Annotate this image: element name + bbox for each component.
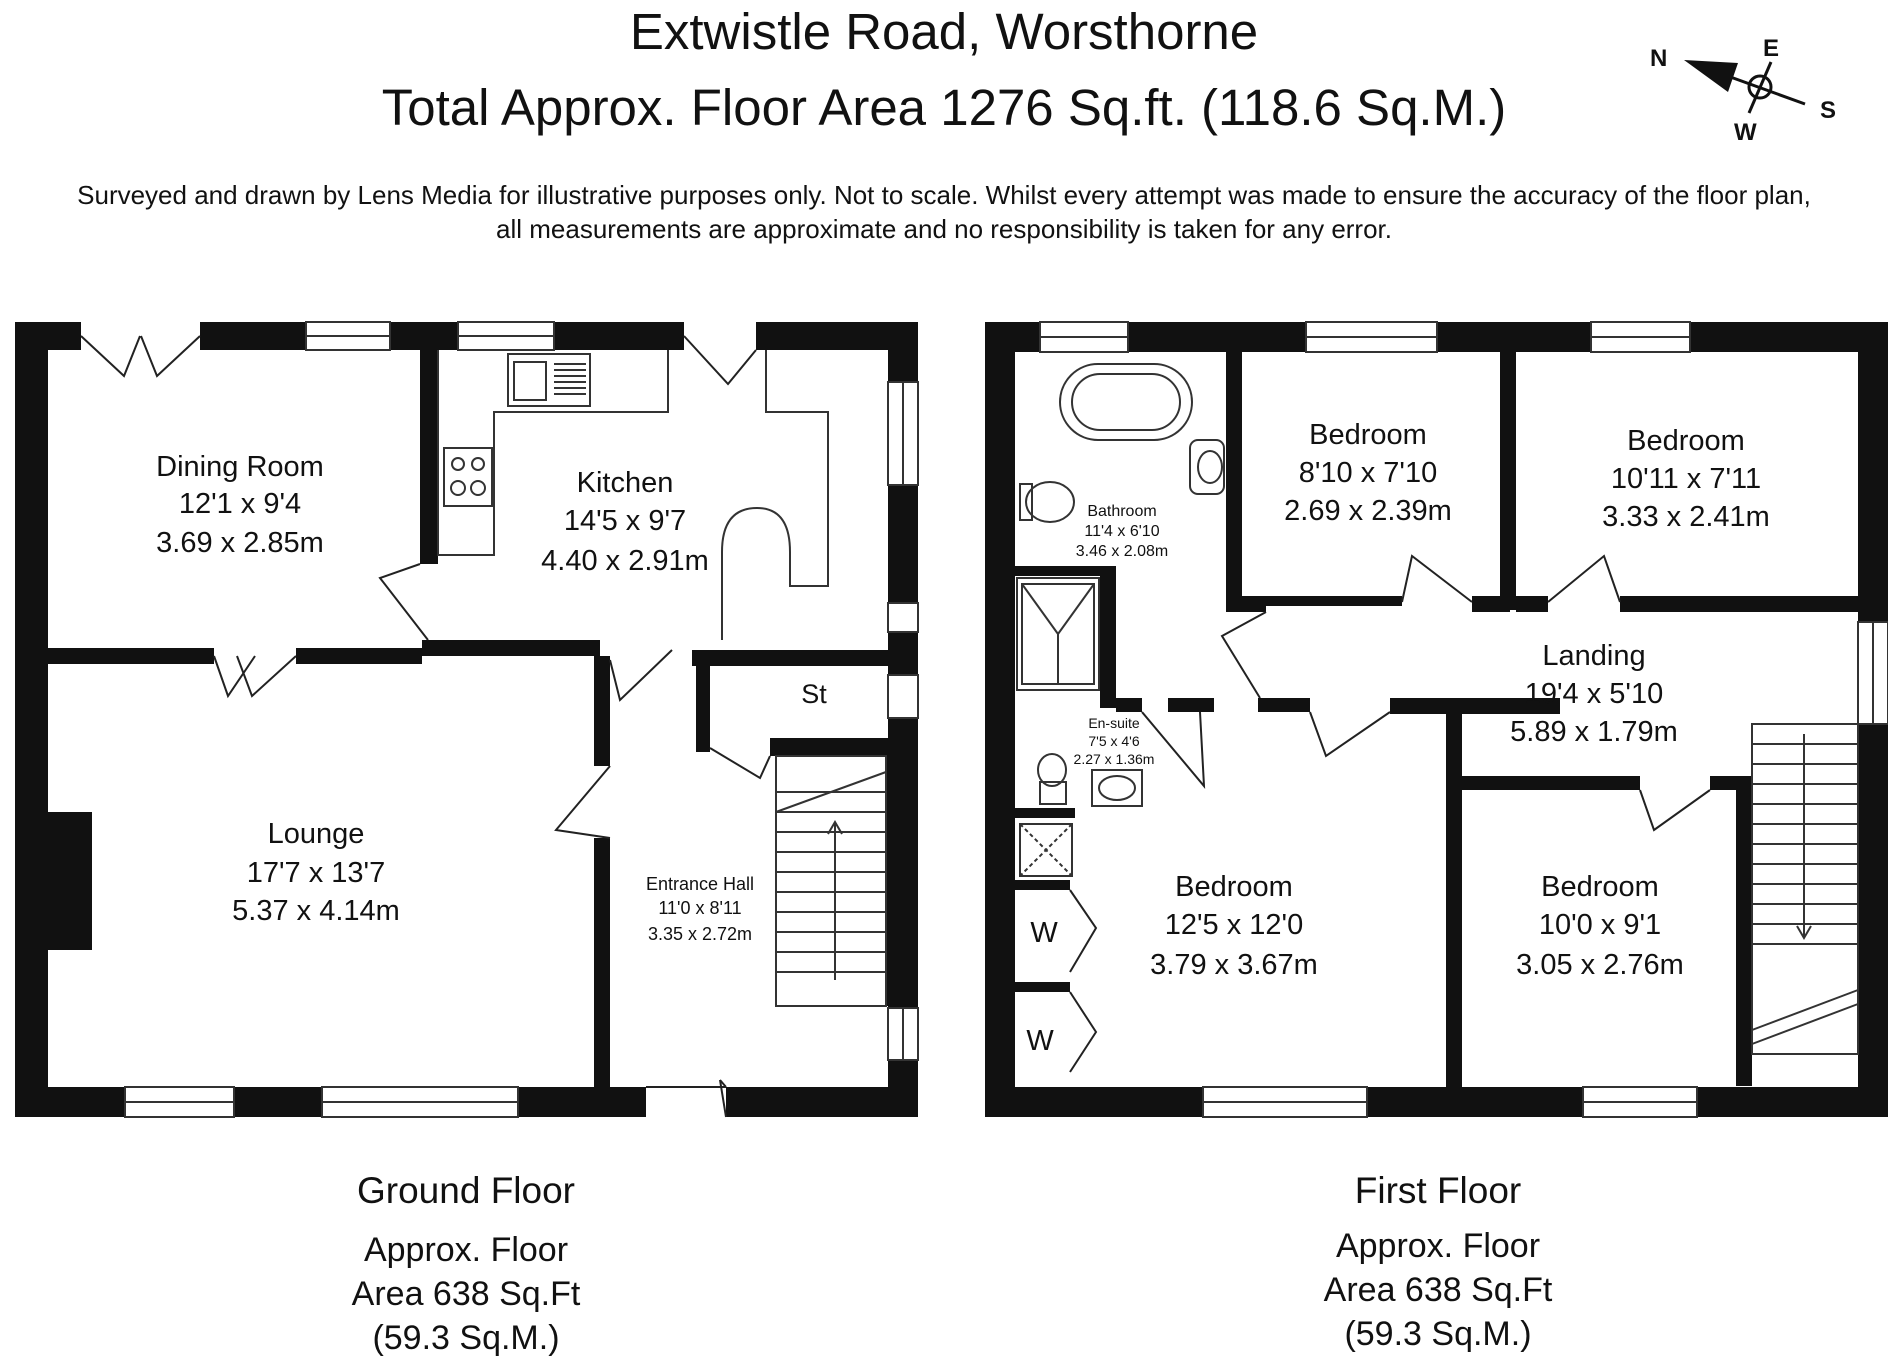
plan-title: Extwistle Road, Worsthorne [629, 3, 1259, 60]
ensuite-imperial: 7'5 x 4'6 [1088, 733, 1140, 749]
bathroom-imperial: 11'4 x 6'10 [1084, 523, 1160, 540]
disclaimer-line-2: all measurements are approximate and no responsibility is taken for any error. [496, 214, 1392, 244]
dining-room-imperial: 12'1 x 9'4 [178, 488, 302, 520]
ensuite-name: En-suite [1088, 715, 1140, 731]
first-floor-area-1: Approx. Floor [1335, 1227, 1541, 1265]
bedroom-d-name: Bedroom [1541, 871, 1659, 903]
bedroom-c-imperial: 12'5 x 12'0 [1164, 909, 1304, 941]
compass-icon [1650, 35, 1836, 146]
compass-w: W [1734, 119, 1757, 146]
entrance-hall-name: Entrance Hall [645, 874, 755, 894]
ensuite-metric: 2.27 x 1.36m [1073, 751, 1155, 767]
first-floor-area-2: Area 638 Sq.Ft [1323, 1271, 1553, 1309]
landing-name: Landing [1542, 640, 1646, 672]
bedroom-d-metric: 3.05 x 2.76m [1516, 949, 1684, 981]
landing-metric: 5.89 x 1.79m [1510, 716, 1678, 748]
disclaimer-line-1: Surveyed and drawn by Lens Media for illustrative purposes only. Not to scale. Whilst every attempt was made to ensure the accuracy of the floor plan, [77, 180, 1811, 210]
entrance-hall-metric: 3.35 x 2.72m [647, 924, 753, 944]
dining-room-name: Dining Room [156, 451, 324, 483]
kitchen-imperial: 14'5 x 9'7 [563, 505, 687, 537]
ground-stairs [776, 756, 886, 1006]
compass-e: E [1763, 35, 1780, 62]
first-floor-windows [1040, 322, 1888, 1117]
ground-floor-area-1: Approx. Floor [363, 1231, 569, 1269]
bathroom-name: Bathroom [1087, 503, 1157, 520]
first-floor-caption: First Floor [1354, 1170, 1522, 1211]
bedroom-d-imperial: 10'0 x 9'1 [1538, 909, 1662, 941]
bathroom-fittings [1017, 364, 1224, 876]
landing-imperial: 19'4 x 5'10 [1524, 678, 1664, 710]
compass-s: S [1820, 97, 1837, 124]
ground-floor-windows [125, 322, 918, 1117]
lounge-metric: 5.37 x 4.14m [232, 895, 400, 927]
bathroom-metric: 3.46 x 2.08m [1075, 543, 1169, 560]
bedroom-a-metric: 2.69 x 2.39m [1284, 495, 1452, 527]
bedroom-c-metric: 3.79 x 3.67m [1150, 949, 1318, 981]
first-floor-plan [985, 322, 1888, 1117]
kitchen-metric: 4.40 x 2.91m [541, 545, 709, 577]
entrance-hall-imperial: 11'0 x 8'11 [658, 898, 742, 918]
lounge-imperial: 17'7 x 13'7 [246, 857, 386, 889]
kitchen-name: Kitchen [576, 467, 674, 499]
first-floor-doors [1070, 556, 1710, 1072]
bedroom-c-name: Bedroom [1175, 871, 1293, 903]
bedroom-a-imperial: 8'10 x 7'10 [1298, 457, 1438, 489]
total-floor-area: Total Approx. Floor Area 1276 Sq.ft. (118.6 Sq.M.) [381, 79, 1507, 136]
compass-n: N [1650, 45, 1668, 72]
first-floor-area-3: (59.3 Sq.M.) [1344, 1315, 1532, 1353]
wardrobe-2-label: W [1026, 1025, 1054, 1057]
bedroom-b-metric: 3.33 x 2.41m [1602, 501, 1770, 533]
first-floor-stairs [1752, 724, 1858, 1054]
bedroom-b-name: Bedroom [1627, 425, 1745, 457]
ground-floor-walls [15, 322, 918, 1117]
ground-floor-area-2: Area 638 Sq.Ft [351, 1275, 581, 1313]
ground-floor-plan [15, 322, 918, 1117]
lounge-name: Lounge [267, 818, 365, 850]
store-name: St [801, 679, 827, 709]
bedroom-a-name: Bedroom [1309, 419, 1427, 451]
dining-room-metric: 3.69 x 2.85m [156, 527, 324, 559]
wardrobe-1-label: W [1030, 917, 1058, 949]
first-floor-caption-block [1228, 1170, 1648, 1356]
bedroom-b-imperial: 10'11 x 7'11 [1610, 463, 1762, 495]
ground-floor-area-3: (59.3 Sq.M.) [372, 1319, 560, 1357]
ground-floor-caption: Ground Floor [357, 1170, 575, 1211]
ground-floor-caption-block [256, 1170, 676, 1360]
